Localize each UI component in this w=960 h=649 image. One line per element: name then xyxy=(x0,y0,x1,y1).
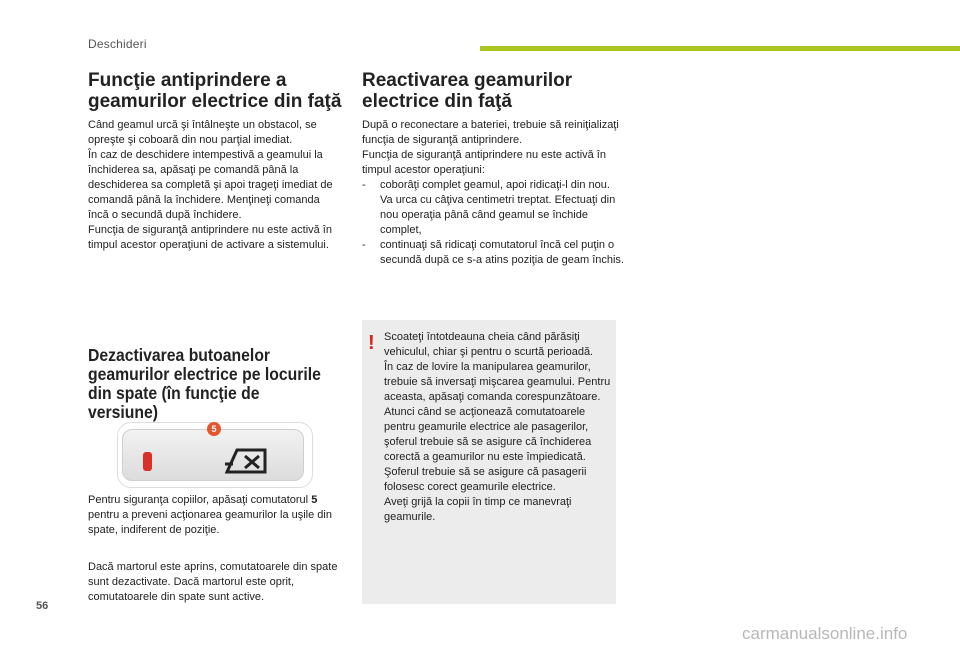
list-item: - continuaţi să ridicaţi comutatorul încă cel puţin o secundă după ce s-a atins poziţia de geam închis. xyxy=(362,238,624,268)
indicator-status-text: Dacă martorul este aprins, comutatoarele din spate sunt dezactivate. Dacă martorul este oprit, comutatoarele din spate sunt active. xyxy=(88,561,338,603)
text-after: pentru a preveni acţionarea geamurilor la uşile din spate, indiferent de poziţie. xyxy=(88,509,332,536)
reactivation-intro: După o reconectare a bateriei, trebuie să reiniţializaţi funcţia de siguranţă antiprindere. Funcţia de siguranţă antiprindere nu este activă în timpul acestor operaţiuni: xyxy=(362,119,619,176)
heading-rear-deactivation: Dezactivarea butoanelor geamurilor electrice pe locurile din spate (în funcţie de versiune) xyxy=(88,345,321,422)
reactivation-text xyxy=(362,118,624,268)
section-title: Deschideri xyxy=(88,37,147,51)
page-number: 56 xyxy=(36,600,49,612)
switch-reference: 5 xyxy=(311,494,318,506)
text-before: Pentru siguranţa copiilor, apăsaţi comutatorul xyxy=(88,494,312,506)
list-item: - coborâţi complet geamul, apoi ridicaţi-l din nou. Va urca cu câţiva centimetri treptat. Efectuaţi din nou operaţia până când geamul se închide complet, xyxy=(362,178,624,238)
exclamation-icon: ! xyxy=(368,332,375,354)
warning-led xyxy=(143,452,152,471)
callout-badge-5: 5 xyxy=(207,422,221,436)
switch-panel xyxy=(122,429,304,481)
rear-window-lock-figure xyxy=(120,422,306,484)
reactivation-steps xyxy=(362,178,624,268)
section-accent-bar xyxy=(480,46,960,51)
anti-pinch-text: Când geamul urcă şi întâlneşte un obstacol, se opreşte şi coboară din nou parţial imediat. În caz de deschidere intempestivă a geamului la închiderea sa, apăsaţi pe comandă până la deschiderea sa completă şi apoi trageţi imediat de comandă până la închidere. Menţineţi comanda încă o secundă după închidere. Funcţia de siguranţă antiprindere nu este activă în timpul acestor operaţiuni de activare a sistemului. xyxy=(88,119,333,251)
warning-text: Scoateţi întotdeauna cheia când părăsiţi vehiculul, chiar şi pentru o scurtă perioadă. În caz de lovire la manipularea geamurilor, trebuie să inversaţi mişcarea geamului. Pentru aceasta, apăsaţi comanda corespunzătoare. Atunci când se acţionează comutatoarele pentru geamurile electrice ale pasagerilor, şoferul trebuie să se asigure că închiderea corectă a geamurilor nu este împiedicată. Şoferul trebuie să se asigure că pasagerii folosesc corect geamurile electrice. Aveţi grijă la copii în timp ce manevraţi geamurile. xyxy=(384,331,611,523)
rear-deactivation-text xyxy=(88,493,343,538)
watermark: carmanualsonline.info xyxy=(742,624,908,643)
warning-box xyxy=(362,320,616,604)
window-lock-switch-icon xyxy=(223,442,269,476)
heading-anti-pinch: Funcţie antiprindere a geamurilor electrice din faţă xyxy=(88,70,342,112)
heading-reactivation: Reactivarea geamurilor electrice din faţă xyxy=(362,70,573,112)
